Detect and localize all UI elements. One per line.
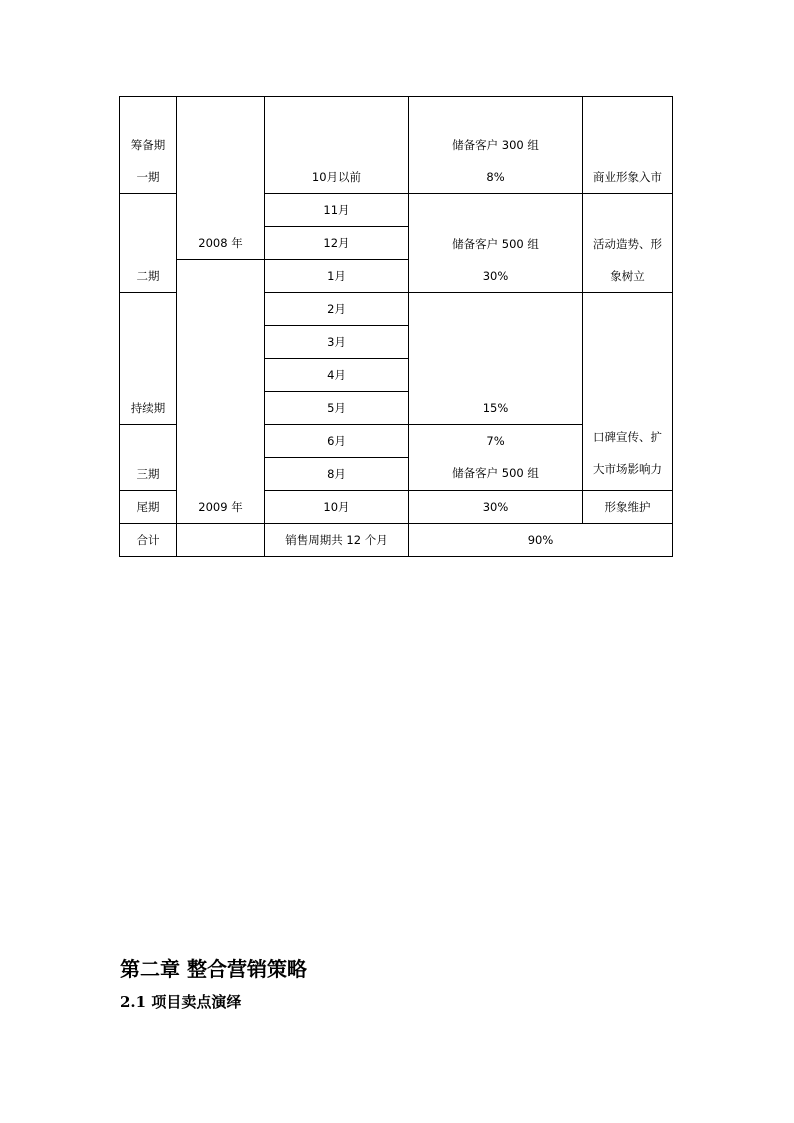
phase-one-label: 一期 xyxy=(136,170,160,184)
target-phase3-cell xyxy=(409,425,583,491)
sales-cycle-label: 销售周期共 12 个月 xyxy=(285,533,388,547)
total-cycle-cell xyxy=(265,524,409,557)
phase-three-cell xyxy=(120,425,177,491)
month-feb: 2月 xyxy=(327,302,346,316)
month-dec: 12月 xyxy=(323,236,350,250)
month-may-cell xyxy=(265,392,409,425)
year-2008-label: 2008 年 xyxy=(198,236,243,250)
phase-final-label: 尾期 xyxy=(136,500,160,514)
sales-schedule-table xyxy=(119,96,673,557)
total-year-cell xyxy=(177,524,265,557)
target-prep-cell xyxy=(409,97,583,194)
strategy-wom-line1: 口碑宣传、扩 xyxy=(593,430,662,444)
strategy-phase2-cell xyxy=(583,194,673,293)
phase-continuing-label: 持续期 xyxy=(130,401,166,415)
month-aug-cell xyxy=(265,458,409,491)
section-title: 2.1 项目卖点演绎 xyxy=(120,993,242,1011)
strategy-wom-line2: 大市场影响力 xyxy=(593,462,662,476)
month-before-oct-cell xyxy=(265,97,409,194)
month-nov-cell xyxy=(265,194,409,227)
total-label: 合计 xyxy=(136,533,160,547)
total-pct-cell xyxy=(409,524,673,557)
phase-two-cell xyxy=(120,194,177,293)
month-aug: 8月 xyxy=(327,467,346,481)
month-jun: 6月 xyxy=(327,434,346,448)
month-nov: 11月 xyxy=(323,203,350,217)
target-reserve-500-a: 储备客户 500 组 xyxy=(452,237,539,251)
target-reserve-300: 储备客户 300 组 xyxy=(452,138,539,152)
target-pct-30-a: 30% xyxy=(482,269,509,283)
month-apr-cell xyxy=(265,359,409,392)
target-pct-7: 7% xyxy=(486,434,505,448)
strategy-activity-line2: 象树立 xyxy=(610,269,645,283)
phase-three-label: 三期 xyxy=(136,467,160,481)
month-jan: 1月 xyxy=(327,269,346,283)
year-2008-cell xyxy=(177,97,265,260)
month-jun-cell xyxy=(265,425,409,458)
target-pct-8: 8% xyxy=(486,170,505,184)
phase-final-cell xyxy=(120,491,177,524)
phase-prep-cell xyxy=(120,97,177,194)
month-may: 5月 xyxy=(327,401,346,415)
month-mar-cell xyxy=(265,326,409,359)
month-mar: 3月 xyxy=(327,335,346,349)
strategy-final-cell xyxy=(583,491,673,524)
target-pct-30-b: 30% xyxy=(482,500,509,514)
target-continuing-cell xyxy=(409,293,583,425)
strategy-prep-cell xyxy=(583,97,673,194)
target-pct-15: 15% xyxy=(482,401,509,415)
month-dec-cell xyxy=(265,227,409,260)
strategy-continuing-cell xyxy=(583,293,673,491)
month-oct-cell xyxy=(265,491,409,524)
strategy-commercial-entry: 商业形象入市 xyxy=(593,170,662,184)
year-2009-label: 2009 年 xyxy=(198,500,243,514)
target-final-cell xyxy=(409,491,583,524)
total-cell xyxy=(120,524,177,557)
month-before-oct: 10月以前 xyxy=(311,170,362,184)
month-jan-cell xyxy=(265,260,409,293)
year-2009-cell xyxy=(177,260,265,524)
month-apr: 4月 xyxy=(327,368,346,382)
chapter-title: 第二章 整合营销策略 xyxy=(120,957,307,981)
month-oct: 10月 xyxy=(323,500,350,514)
strategy-activity-line1: 活动造势、形 xyxy=(593,237,662,251)
phase-prep-label: 筹备期 xyxy=(130,138,166,152)
strategy-image-maintain: 形象维护 xyxy=(604,500,651,514)
target-pct-90: 90% xyxy=(527,533,554,547)
month-feb-cell xyxy=(265,293,409,326)
phase-two-label: 二期 xyxy=(136,269,160,283)
target-reserve-500-b: 储备客户 500 组 xyxy=(452,466,539,480)
target-phase2-cell xyxy=(409,194,583,293)
phase-continuing-cell xyxy=(120,293,177,425)
